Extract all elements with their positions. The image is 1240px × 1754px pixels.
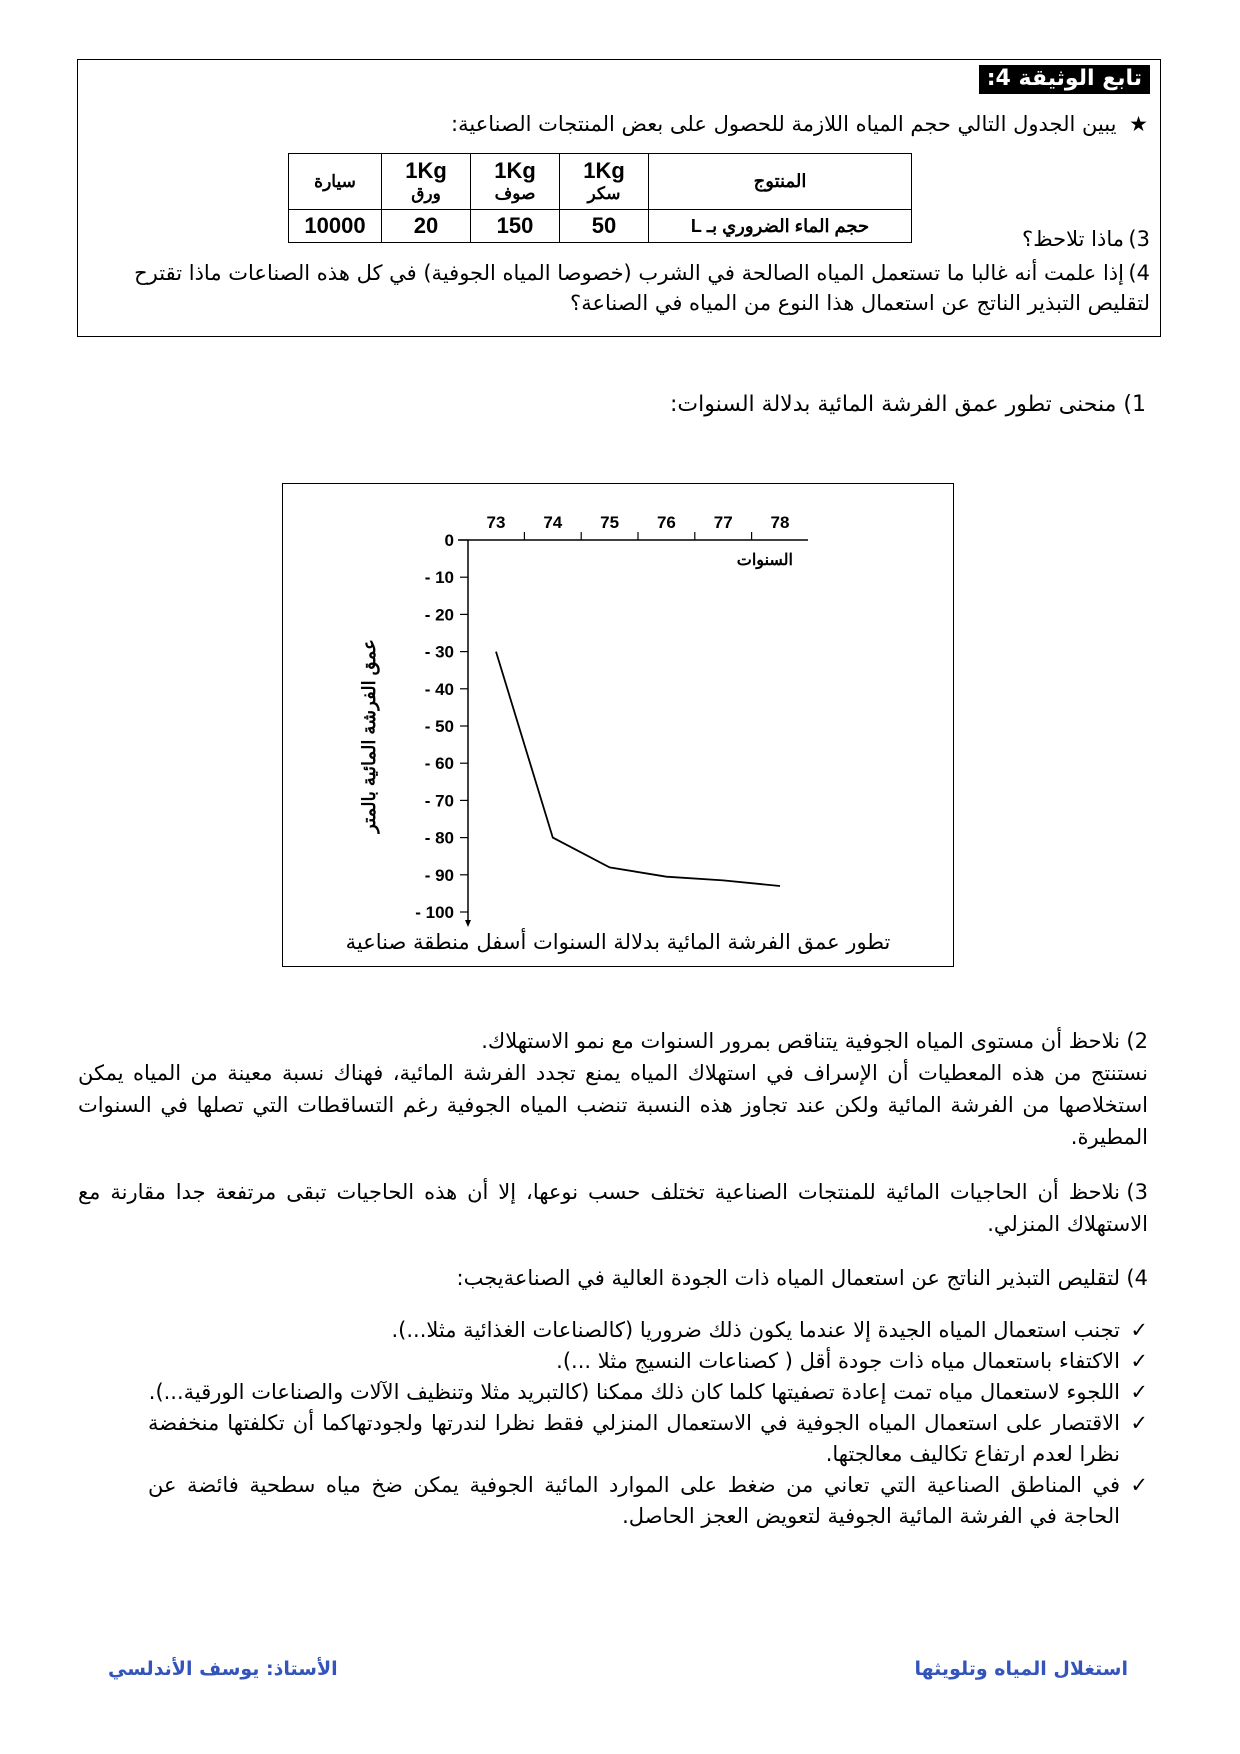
y-tick-label: - 50 <box>424 717 454 736</box>
list-item: ✓ اللجوء لاستعمال مياه تمت إعادة تصفيتها كلما كان ذلك ممكنا (كالتبريد مثلا وتنظيف الآلات والصناعات الورقية...). <box>148 1377 1148 1408</box>
check-icon: ✓ <box>1130 1380 1148 1404</box>
table-header-cell: 1Kg صوف <box>471 154 560 210</box>
footer-teacher-name: الأستاذ: يوسف الأندلسي <box>108 1658 338 1680</box>
answer-3: 3)نلاحظ أن الحاجيات المائية للمنتجات الصناعية تختلف حسب نوعها، إلا أن هذه الحاجيات تبقى مرتفعة جدا مقارنة مع الاستهلاك المنزلي. <box>78 1180 1148 1236</box>
y-tick-label: - 60 <box>424 754 454 774</box>
y-axis-label: عمق الفرشة المائية بالمتر <box>359 639 379 833</box>
document-box <box>77 59 1161 337</box>
y-tick-label: - 90 <box>424 865 454 885</box>
section-1-heading: 1) منحنى تطور عمق الفرشة المائية بدلالة السنوات: <box>669 392 1146 417</box>
list-item: ✓ تجنب استعمال المياه الجيدة إلا عندما يكون ذلك ضروريا (كالصناعات الغذائية مثلا...). <box>148 1315 1148 1346</box>
y-axis-arrow <box>465 920 471 927</box>
series-line-depth <box>496 652 780 886</box>
x-tick-label: 77 <box>713 513 733 532</box>
y-tick-label: - 70 <box>424 791 454 811</box>
list-item: ✓ الاكتفاء باستعمال مياه ذات جودة أقل ( كصناعات النسيج مثلا ...). <box>148 1346 1148 1377</box>
y-tick-label: - 20 <box>424 605 454 625</box>
y-tick-label: - 40 <box>424 679 454 699</box>
check-icon: ✓ <box>1130 1349 1148 1373</box>
star-icon: ★ <box>1129 112 1148 136</box>
x-tick-label: 75 <box>600 513 620 532</box>
table-cell: 20 <box>382 210 471 243</box>
answer-4: 4)لتقليص التبذير الناتج عن استعمال المياه ذات الجودة العالية في الصناعةيجب: <box>456 1266 1148 1290</box>
y-tick-label: - 10 <box>424 568 454 588</box>
depth-chart <box>283 484 953 966</box>
x-tick-label: 78 <box>770 513 790 532</box>
recommendations-list <box>148 1315 1148 1532</box>
check-icon: ✓ <box>1130 1318 1148 1342</box>
table-row-label: حجم الماء الضروري بـ L <box>649 210 912 243</box>
table-cell: 150 <box>471 210 560 243</box>
footer-lesson-title: استغلال المياه وتلويثها <box>914 1658 1128 1680</box>
document-intro <box>451 112 1148 136</box>
x-axis-label: السنوات <box>736 552 793 569</box>
table-row <box>289 210 912 243</box>
y-tick-label: - 30 <box>424 642 454 662</box>
table-header-product: المنتوج <box>649 154 912 210</box>
table-header-row <box>289 154 912 210</box>
answer-2: 2)نلاحظ أن مستوى المياه الجوفية يتناقص بمرور السنوات مع نمو الاستهلاك. <box>481 1029 1148 1053</box>
table-header-cell: 1Kg سكر <box>560 154 649 210</box>
intro-text: يبين الجدول التالي حجم المياه اللازمة للحصول على بعض المنتجات الصناعية: <box>451 112 1117 136</box>
y-tick-label: - 100 <box>415 903 454 922</box>
chart-caption: تطور عمق الفرشة المائية بدلالة السنوات أسفل منطقة صناعية <box>345 930 891 954</box>
question-3: 3)ماذا تلاحظ؟ <box>1022 227 1150 251</box>
answer-2-conclusion: نستنتج من هذه المعطيات أن الإسراف في استهلاك المياه يمنع تجدد الفرشة المائية، فهناك نسبة معينة من المياه يمكن استخلاصها من الفرشة المائية ولكن عند تجاوز هذه النسبة تنضب المياه الجوفية رغم التساقطات التي تصلها في السنوات المطيرة. <box>78 1061 1148 1149</box>
table-cell: 10000 <box>289 210 382 243</box>
chart-frame <box>282 483 954 967</box>
y-tick-label: 0 <box>444 531 454 550</box>
check-icon: ✓ <box>1130 1411 1148 1435</box>
x-tick-label: 76 <box>656 513 676 532</box>
list-item: ✓ الاقتصار على استعمال المياه الجوفية في الاستعمال المنزلي فقط نظرا لندرتها ولجودتهاكما أن تكلفتها منخفضة نظرا لعدم ارتفاع تكاليف معالجتها. <box>148 1408 1148 1470</box>
table-cell: 50 <box>560 210 649 243</box>
document-title: تابع الوثيقة 4: <box>979 65 1150 94</box>
table-header-cell: 1Kg ورق <box>382 154 471 210</box>
table-header-cell: سيارة <box>289 154 382 210</box>
y-tick-label: - 80 <box>424 828 454 848</box>
question-4: 4)إذا علمت أنه غالبا ما تستعمل المياه الصالحة في الشرب (خصوصا المياه الجوفية) في كل هذه الصناعات ماذا تقترح لتقليص التبذير الناتج عن استعمال هذا النوع من المياه في الصناعة؟ <box>134 261 1150 315</box>
water-requirements-table <box>288 153 912 243</box>
x-tick-label: 74 <box>543 513 563 532</box>
list-item: ✓ في المناطق الصناعية التي تعاني من ضغط على الموارد المائية الجوفية يمكن ضخ مياه سطحية فائضة عن الحاجة في الفرشة المائية الجوفية لتعويض العجز الحاصل. <box>148 1470 1148 1532</box>
x-tick-label: 73 <box>486 513 506 532</box>
check-icon: ✓ <box>1130 1473 1148 1497</box>
